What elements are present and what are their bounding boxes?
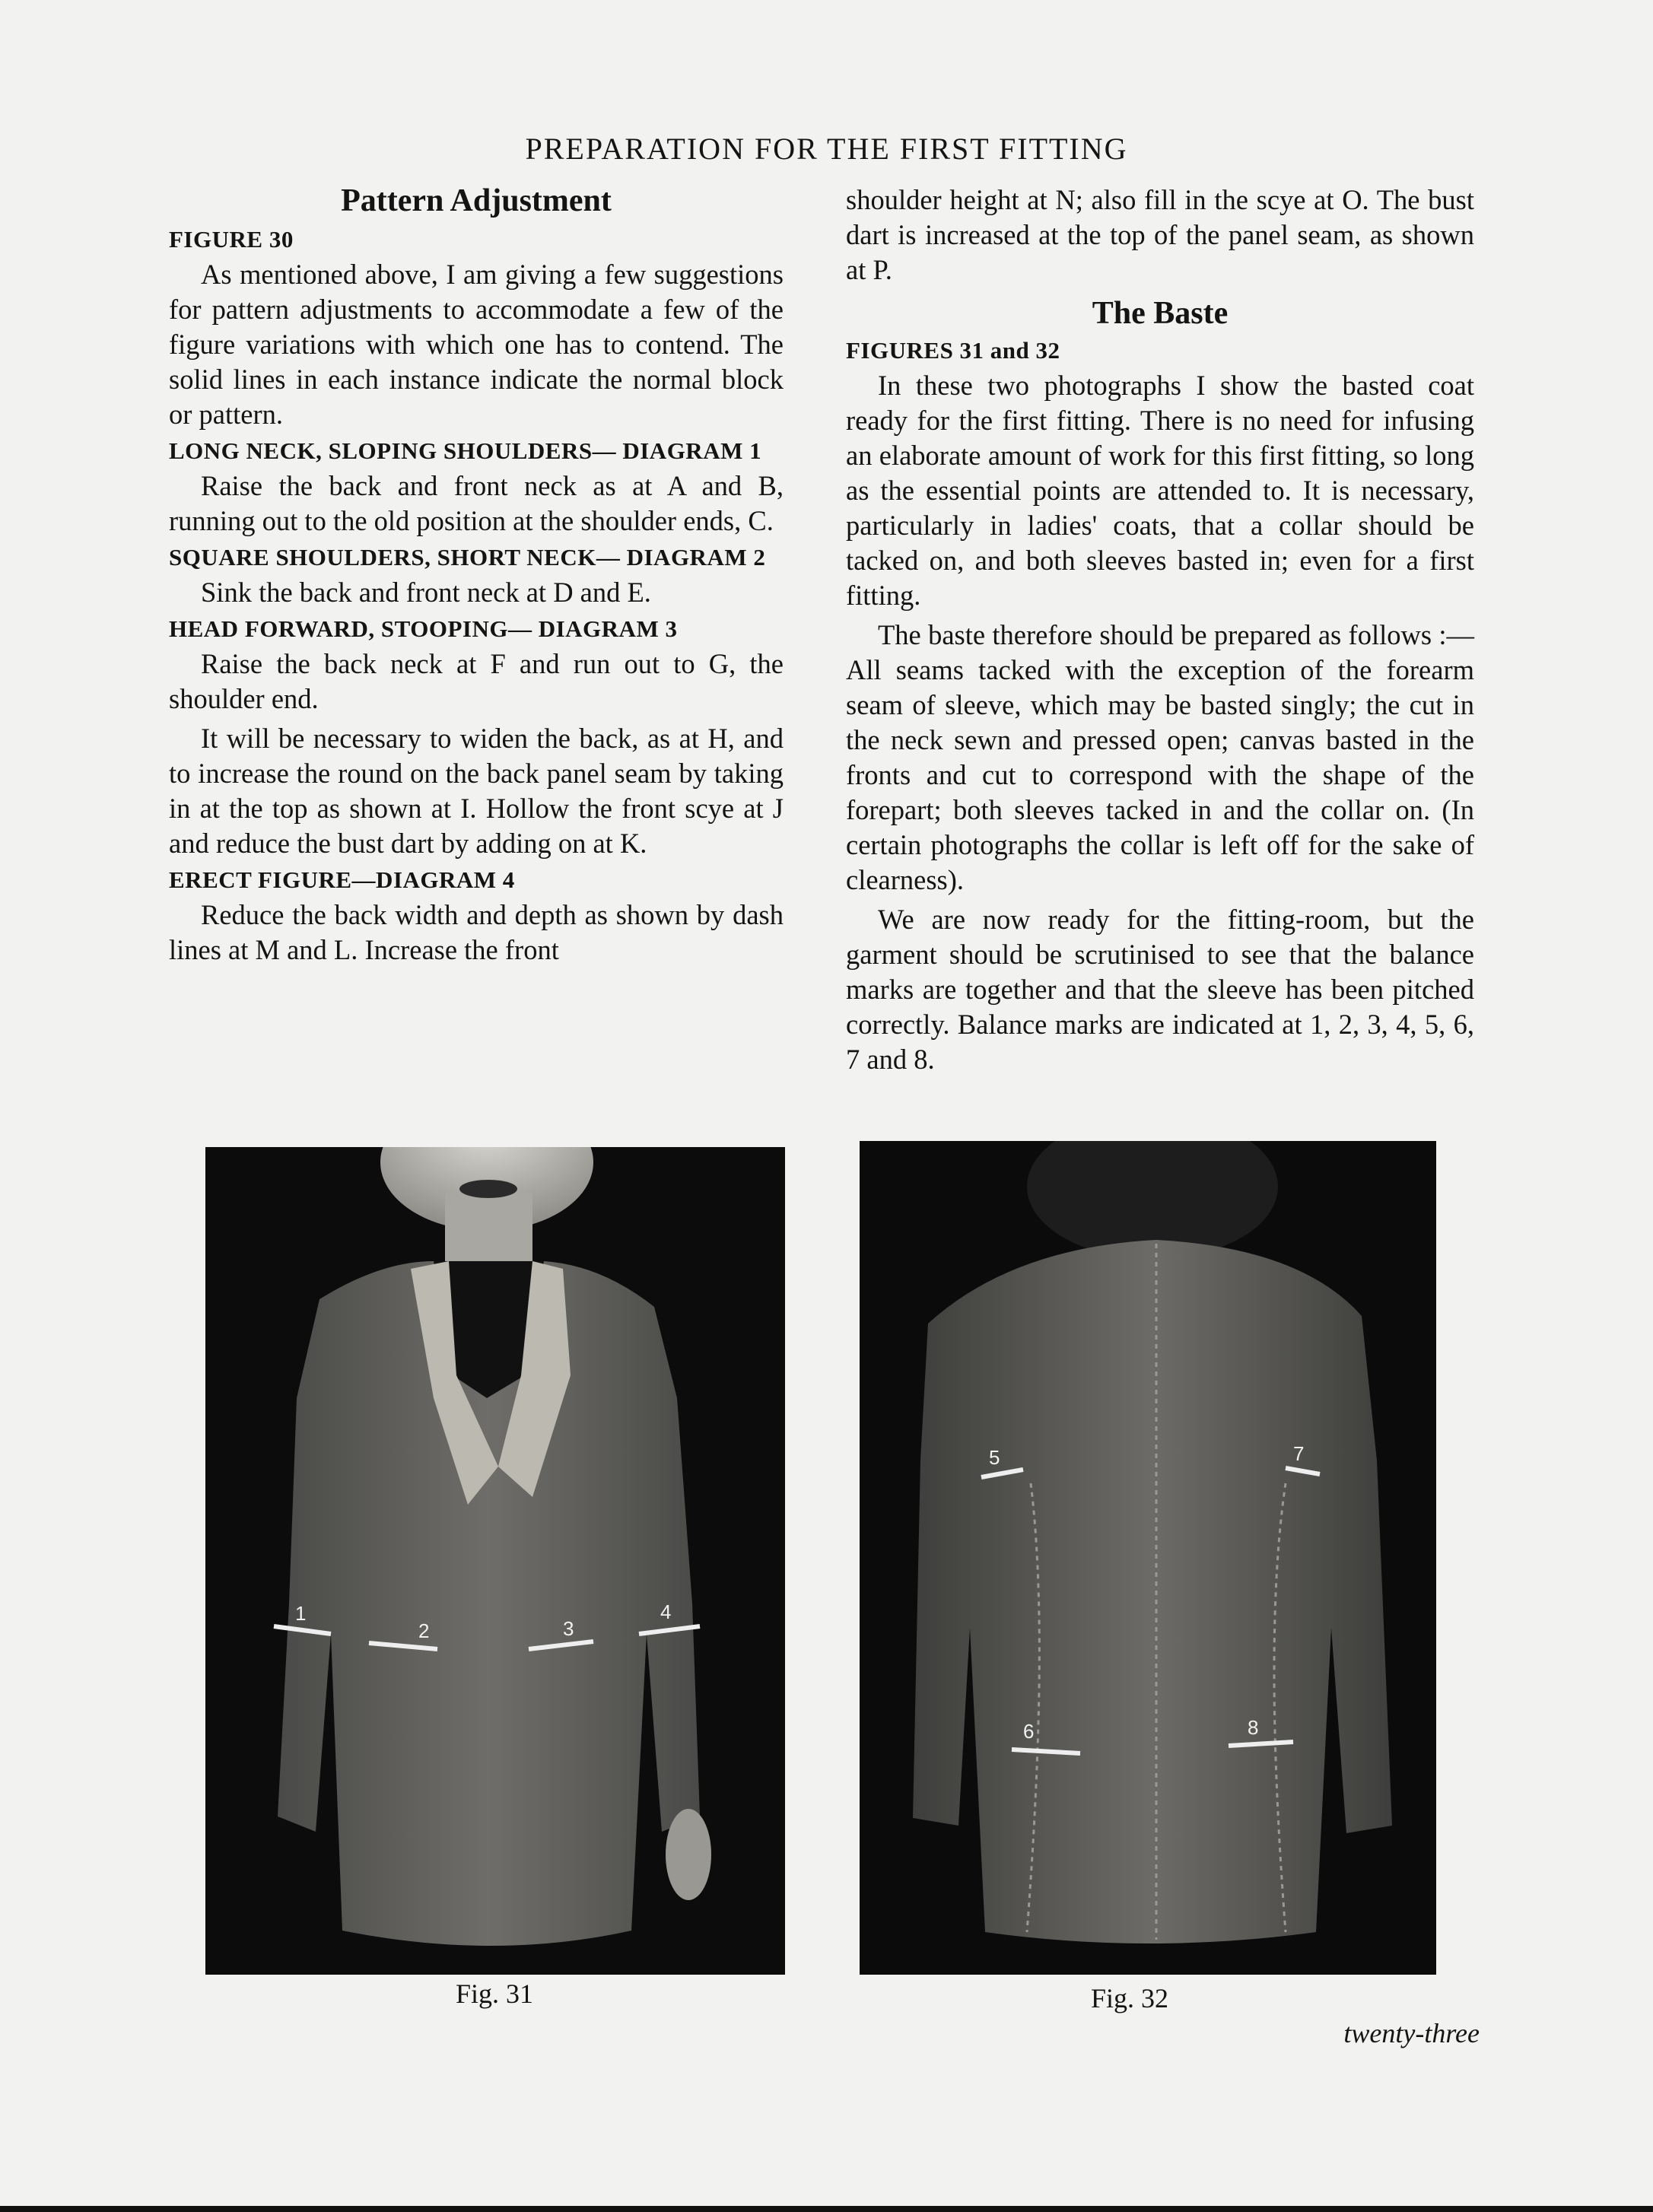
figure-31-caption: Fig. 31 xyxy=(455,1978,534,2009)
subheading-diagram-1: LONG NECK, SLOPING SHOULDERS— DIAGRAM 1 xyxy=(169,437,762,464)
figure-32-illustration xyxy=(860,1141,1436,1975)
paragraph: Reduce the back width and depth as shown by dash lines at M and L. Increase the front xyxy=(169,899,784,965)
paragraph: In these two photographs I show the basted coat ready for the first fitting. There is no need for infusing an elaborate amount of work for this first fitting, so long as the essential points are attended to. It is necessary, particularly in ladies' coats, that a collar should be tacked on, and both sleeves basted in; even for a first fitting. xyxy=(846,370,1474,611)
scan-edge xyxy=(0,2206,1653,2212)
paragraph: Sink the back and front neck at D and E. xyxy=(201,577,651,608)
paragraph-continuation: shoulder height at N; also fill in the scye at O. The bust dart is increased at the top of the panel seam, as shown at P. xyxy=(846,184,1474,285)
right-column xyxy=(846,183,1474,1082)
section-heading-the-baste: The Baste xyxy=(1092,296,1229,331)
page-title: PREPARATION FOR THE FIRST FITTING xyxy=(525,132,1128,166)
balance-mark-label: 2 xyxy=(418,1619,430,1642)
subheading-figure-30: FIGURE 30 xyxy=(169,226,294,253)
balance-mark-label: 6 xyxy=(1023,1720,1035,1743)
figure-32-photo xyxy=(860,1141,1436,1975)
balance-mark-label: 5 xyxy=(989,1446,1000,1469)
paragraph: We are now ready for the fitting-room, but the garment should be scrutinised to see that the balance marks are together and that the sleeve has been pitched correctly. Balance marks are indicated at 1, 2, 3, 4, 5, 6, 7 and 8. xyxy=(846,904,1474,1075)
subheading-diagram-3: HEAD FORWARD, STOOPING— DIAGRAM 3 xyxy=(169,615,678,642)
balance-mark-label: 7 xyxy=(1293,1442,1305,1465)
figure-32-caption: Fig. 32 xyxy=(1090,1983,1169,2013)
subheading-figures-31-32: FIGURES 31 and 32 xyxy=(846,337,1060,364)
balance-mark-label: 3 xyxy=(563,1617,574,1640)
subheading-diagram-4: ERECT FIGURE—DIAGRAM 4 xyxy=(169,866,515,893)
figure-31-photo xyxy=(205,1147,785,1975)
figure-31-illustration xyxy=(205,1147,785,1975)
balance-mark-label: 8 xyxy=(1248,1716,1259,1739)
page-number: twenty-three xyxy=(1343,2018,1480,2048)
paragraph: The baste therefore should be prepared as follows :—All seams tacked with the exception of the forearm seam of sleeve, which may be basted singly; the cut in the neck sewn and pressed open; canvas basted in the fronts and cut to correspond with the shape of the forepart; both sleeves tacked in and the collar on. (In certain photographs the collar is left off for the sake of clearness). xyxy=(846,619,1474,895)
left-column xyxy=(169,183,784,972)
subheading-diagram-2: SQUARE SHOULDERS, SHORT NECK— DIAGRAM 2 xyxy=(169,544,766,570)
balance-mark-label: 1 xyxy=(295,1602,307,1625)
paragraph: It will be necessary to widen the back, as at H, and to increase the round on the back panel seam by taking in at the top as shown at I. Hollow the front scye at J and reduce the bust dart by adding on at K. xyxy=(169,723,784,859)
paragraph: As mentioned above, I am giving a few suggestions for pattern adjustments to accommodate a few of the figure variations with which one has to contend. The solid lines in each instance indicate the normal block or pattern. xyxy=(169,259,784,430)
balance-mark-label: 4 xyxy=(660,1600,672,1623)
paragraph: Raise the back neck at F and run out to G, the shoulder end. xyxy=(169,648,784,714)
paragraph: Raise the back and front neck as at A and B, running out to the old position at the shoulder ends, C. xyxy=(169,470,784,536)
section-heading-pattern-adjustment: Pattern Adjustment xyxy=(341,183,612,218)
